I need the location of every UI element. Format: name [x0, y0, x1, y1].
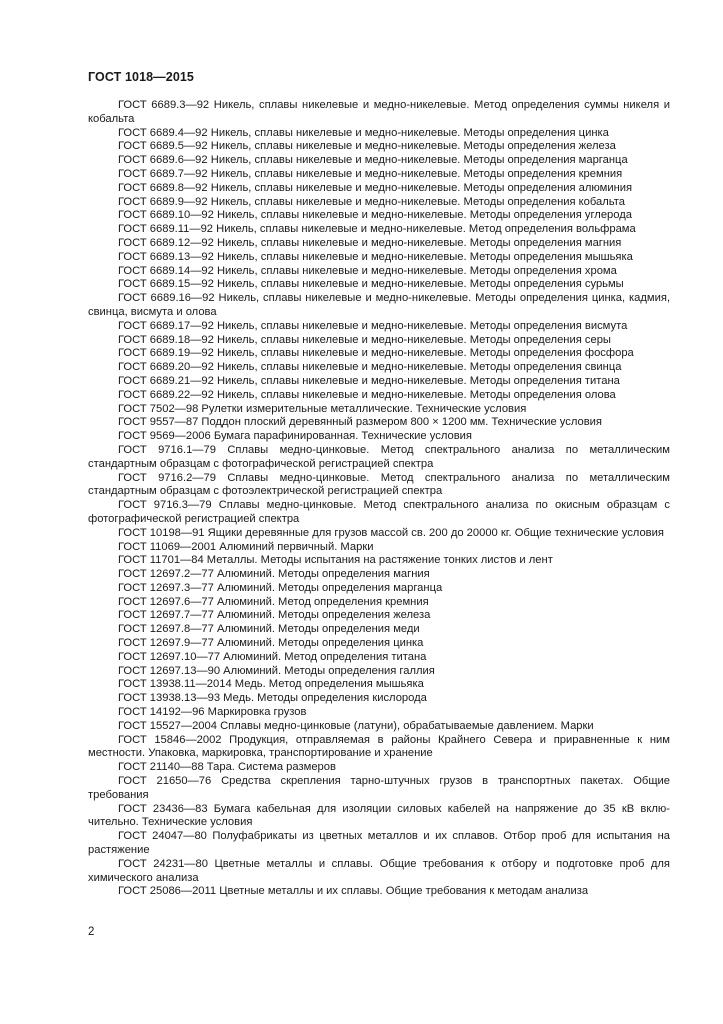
reference-item: ГОСТ 6689.20—92 Никель, сплавы никелевые и медно-никелевые. Методы определения свинца	[118, 361, 622, 374]
page-number: 2	[88, 926, 95, 938]
reference-item: ГОСТ 6689.17—92 Никель, сплавы никелевые и медно-никелевые. Методы определения висмута	[118, 319, 628, 332]
reference-item: ГОСТ 9557—87 Поддон плоский деревянный размером 800 × 1200 мм. Технические условия	[118, 416, 602, 429]
reference-item: ГОСТ 25086—2011 Цветные металлы и их сплавы. Общие требования к методам анализа	[118, 885, 589, 898]
reference-item: ГОСТ 6689.18—92 Никель, сплавы никелевые и медно-никелевые. Методы определения серы	[118, 333, 611, 346]
reference-item: ГОСТ 24047—80 Полуфабрикаты из цветных металлов и их сплавов. Отбор проб для испытания на растяжение	[88, 830, 670, 857]
reference-item: ГОСТ 12697.6—77 Алюминий. Метод определения кремния	[118, 595, 429, 608]
reference-item: ГОСТ 15846—2002 Продукция, отправляемая в районы Крайнего Севера и приравненные к ним местности. Упаковка, маркировка, транспортирование и хранение	[88, 733, 670, 760]
reference-item: ГОСТ 9716.2—79 Сплавы медно-цинковые. Метод спектрального анализа по металлическим стандартным образцам с фотоэлектрической регистрацией спектра	[88, 471, 670, 498]
reference-item: ГОСТ 9716.3—79 Сплавы медно-цинковые. Метод спектрального анализа по окисным образцам с фотографической регистрацией спектра	[88, 499, 670, 525]
reference-item: ГОСТ 6689.7—92 Никель, сплавы никелевые и медно-никелевые. Методы определения кремния	[118, 167, 623, 180]
reference-item: ГОСТ 6689.19—92 Никель, сплавы никелевые и медно-никелевые. Методы определения фосфора	[118, 347, 634, 360]
reference-item: ГОСТ 11069—2001 Алюминий первичный. Марки	[118, 540, 374, 553]
reference-item: ГОСТ 21140—88 Тара. Система размеров	[118, 761, 336, 774]
reference-item: ГОСТ 6689.21—92 Никель, сплавы никелевые и медно-никелевые. Методы определения титана	[118, 374, 620, 387]
reference-item: ГОСТ 6689.12—92 Никель, сплавы никелевые и медно-никелевые. Методы определения магния	[118, 236, 622, 249]
reference-item: ГОСТ 6689.6—92 Никель, сплавы никелевые и медно-никелевые. Методы определения марганца	[118, 154, 628, 167]
reference-item: ГОСТ 6689.11—92 Никель, сплавы никелевые и медно-никелевые. Метод определения вольфрама	[118, 223, 636, 236]
reference-item: ГОСТ 9716.1—79 Сплавы медно-цинковые. Метод спектрального анализа по металлическим стандартным образцам с фотографической регистрацией спектра	[88, 443, 670, 470]
reference-item: ГОСТ 12697.8—77 Алюминий. Методы определения меди	[118, 623, 420, 636]
reference-item: ГОСТ 21650—76 Средства скрепления тарно-штучных грузов в транспортных пакетах. Общие требования	[88, 775, 670, 801]
reference-item: ГОСТ 7502—98 Рулетки измерительные металлические. Технические условия	[118, 402, 527, 415]
reference-item: ГОСТ 12697.9—77 Алюминий. Методы определения цинка	[118, 637, 424, 650]
reference-item: ГОСТ 6689.15—92 Никель, сплавы никелевые и медно-никелевые. Методы определения сурьмы	[118, 278, 624, 291]
reference-item: ГОСТ 12697.2—77 Алюминий. Методы определения магния	[118, 568, 430, 581]
reference-item: ГОСТ 24231—80 Цветные металлы и сплавы. Общие требования к отбору и подготовке проб для химического анализа	[88, 857, 670, 884]
reference-item: ГОСТ 6689.3—92 Никель, сплавы никелевые и медно-никелевые. Метод определения суммы никеля и кобальта	[88, 99, 670, 125]
reference-item: ГОСТ 6689.22—92 Никель, сплавы никелевые и медно-никелевые. Методы определения олова	[118, 388, 616, 401]
reference-item: ГОСТ 23436—83 Бумага кабельная для изоляции силовых кабелей на напряжение до 35 кВ вклю-чительно. Технические условия	[88, 802, 670, 829]
reference-item: ГОСТ 11701—84 Металлы. Методы испытания на растяжение тонких листов и лент	[118, 554, 553, 567]
reference-item: ГОСТ 10198—91 Ящики деревянные для грузов массой св. 200 до 20000 кг. Общие технические условия	[118, 526, 664, 539]
reference-item: ГОСТ 12697.7—77 Алюминий. Методы определения железа	[118, 609, 431, 622]
reference-item: ГОСТ 12697.3—77 Алюминий. Методы определения марганца	[118, 581, 443, 594]
reference-item: ГОСТ 14192—96 Маркировка грузов	[118, 706, 307, 719]
reference-item: ГОСТ 6689.8—92 Никель, сплавы никелевые и медно-никелевые. Методы определения алюминия	[118, 181, 633, 194]
reference-item: ГОСТ 15527—2004 Сплавы медно-цинковые (латуни), обрабатываемые давлением. Марки	[118, 719, 594, 732]
reference-item: ГОСТ 6689.9—92 Никель, сплавы никелевые и медно-никелевые. Методы определения кобальта	[118, 195, 625, 208]
reference-item: ГОСТ 12697.10—77 Алюминий. Метод определения титана	[118, 650, 427, 663]
reference-item: ГОСТ 6689.13—92 Никель, сплавы никелевые и медно-никелевые. Методы определения мышьяка	[118, 250, 633, 263]
reference-item: ГОСТ 6689.16—92 Никель, сплавы никелевые и медно-никелевые. Методы определения цинка, кадмия, свинца, висмута и олова	[88, 292, 670, 318]
reference-item: ГОСТ 12697.13—90 Алюминий. Методы определения галлия	[118, 664, 435, 677]
reference-item: ГОСТ 13938.11—2014 Медь. Метод определения мышьяка	[118, 678, 424, 691]
normative-references-list	[88, 99, 670, 899]
reference-item: ГОСТ 9569—2006 Бумага парафинированная. Технические условия	[118, 430, 472, 443]
reference-item: ГОСТ 6689.10—92 Никель, сплавы никелевые и медно-никелевые. Методы определения углерода	[118, 209, 633, 222]
reference-item: ГОСТ 13938.13—93 Медь. Методы определения кислорода	[118, 692, 427, 705]
page-header: ГОСТ 1018—2015	[88, 70, 194, 84]
reference-item: ГОСТ 6689.14—92 Никель, сплавы никелевые и медно-никелевые. Методы определения хрома	[118, 264, 617, 277]
reference-item: ГОСТ 6689.5—92 Никель, сплавы никелевые и медно-никелевые. Методы определения железа	[118, 140, 616, 153]
reference-item: ГОСТ 6689.4—92 Никель, сплавы никелевые и медно-никелевые. Методы определения цинка	[118, 126, 609, 139]
